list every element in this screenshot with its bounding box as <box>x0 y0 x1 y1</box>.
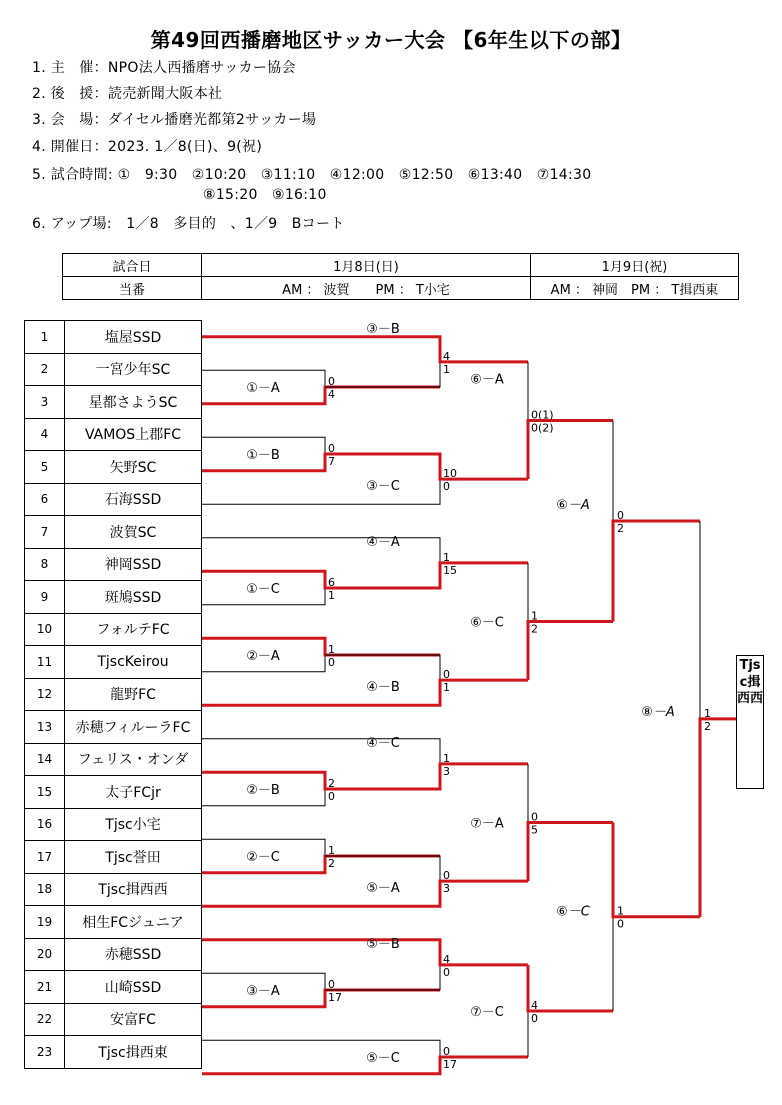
schedule-label-duty: 当番 <box>63 277 202 300</box>
team-number: 21 <box>25 971 65 1004</box>
team-name: 斑鳩SSD <box>65 581 202 614</box>
info-sponsor: 2. 後 援：読売新聞大阪本社 <box>32 86 223 102</box>
match-label: ①－C <box>246 582 280 597</box>
winner-path <box>202 571 440 588</box>
team-number: 6 <box>25 483 65 516</box>
team-name: 太子FCjr <box>65 776 202 809</box>
champion-box: Tjsc揖西西 <box>736 655 764 789</box>
score: 0 <box>617 509 624 522</box>
score: 0(1) <box>531 408 554 422</box>
winner-path <box>528 965 613 1011</box>
score: 0 <box>443 1045 450 1058</box>
team-number: 15 <box>25 776 65 809</box>
team-name: Tjsc揖西西 <box>65 873 202 906</box>
winner-path <box>700 719 736 917</box>
score: 0 <box>443 668 450 682</box>
bracket-line <box>325 362 440 387</box>
bracket-labels <box>246 322 711 1071</box>
bracket-line <box>325 965 440 990</box>
score: 4 <box>443 349 450 363</box>
score: 17 <box>443 1058 457 1071</box>
winner-path <box>202 856 440 873</box>
team-name: 相生FCジュニア <box>65 906 202 939</box>
team-name: 波賀SC <box>65 516 202 549</box>
winner-path <box>202 638 440 655</box>
info-match-times: 5. 試合時間: ① 9:30 ②10:20 ③11:10 ④12:00 ⑤12:50 ⑥13:40 ⑦14:30 <box>32 167 592 183</box>
winner-path <box>202 337 528 362</box>
winner-path <box>202 990 440 1007</box>
schedule-label-date: 試合日 <box>63 254 202 277</box>
score: 6 <box>328 576 335 589</box>
score: 1 <box>328 643 335 656</box>
match-label: ⑦－A <box>470 816 504 832</box>
match-label: ②－C <box>246 850 280 865</box>
team-number: 14 <box>25 743 65 776</box>
score: 1 <box>617 904 624 918</box>
match-label: ⑥－A <box>556 498 590 513</box>
winner-path <box>202 454 440 471</box>
team-name: 神岡SSD <box>65 548 202 581</box>
team-name: 星都さようSC <box>65 386 202 419</box>
score: 0 <box>328 375 335 388</box>
team-number: 10 <box>25 613 65 646</box>
schedule-day2: 1月9日(祝) <box>531 254 739 277</box>
team-name: 赤穂フィルーラFC <box>65 711 202 744</box>
team-number: 20 <box>25 938 65 971</box>
winner-path <box>528 823 613 882</box>
score: 1 <box>443 751 450 765</box>
score: 0 <box>328 442 335 455</box>
team-number: 3 <box>25 386 65 419</box>
winner-path <box>202 387 440 404</box>
schedule-day1: 1月8日(日) <box>202 254 531 277</box>
match-label: ④－C <box>366 735 400 751</box>
team-name: Tjsc誉田 <box>65 841 202 874</box>
team-number: 7 <box>25 516 65 549</box>
team-number: 19 <box>25 906 65 939</box>
match-label: ⑤－B <box>366 936 400 952</box>
winner-path <box>613 823 700 917</box>
score: 5 <box>531 823 538 837</box>
score: 2 <box>617 522 624 535</box>
score: 1 <box>443 550 450 564</box>
match-label: ③－A <box>246 984 280 999</box>
match-label: ③－B <box>366 321 400 337</box>
winner-path <box>325 563 528 588</box>
info-dates: 4. 開催日：2023. 1／8(日)、9(祝) <box>32 139 263 155</box>
score: 4 <box>531 998 538 1012</box>
winner-path <box>202 680 528 705</box>
match-label: ⑤－A <box>366 881 400 897</box>
match-label: ⑧－A <box>641 704 675 720</box>
score: 4 <box>328 388 335 401</box>
score: 3 <box>443 882 450 896</box>
winner-path <box>325 454 528 479</box>
score: 17 <box>328 991 342 1004</box>
info-organizer: 1. 主 催：NPO法人西播磨サッカー協会 <box>32 60 296 76</box>
info-warmup: 6. アップ場: 1／8 多目的 、1／9 Bコート <box>32 216 345 232</box>
score: 1 <box>328 844 335 857</box>
score: 1 <box>531 609 538 623</box>
score: 0 <box>531 1011 538 1025</box>
team-number: 2 <box>25 353 65 386</box>
winner-path <box>202 1057 528 1074</box>
score: 0 <box>443 480 450 494</box>
score: 1 <box>443 681 450 695</box>
score: 0 <box>328 656 335 669</box>
bracket-line <box>202 538 440 563</box>
team-number: 12 <box>25 678 65 711</box>
team-name: 山崎SSD <box>65 971 202 1004</box>
bracket-line <box>202 1040 440 1057</box>
match-label: ⑥－C <box>556 904 590 920</box>
team-name: TjscKeirou <box>65 646 202 679</box>
match-label: ⑦－C <box>470 1004 504 1020</box>
team-name: 赤穂SSD <box>65 938 202 971</box>
team-name: 龍野FC <box>65 678 202 711</box>
score: 1 <box>328 589 335 602</box>
score: 3 <box>443 764 450 778</box>
match-label: ⑤－C <box>366 1051 400 1066</box>
team-number: 8 <box>25 548 65 581</box>
score: 0 <box>531 810 538 824</box>
team-number: 17 <box>25 841 65 874</box>
winner-path <box>202 772 440 789</box>
score: 0 <box>328 790 335 803</box>
team-number: 18 <box>25 873 65 906</box>
info-venue: 3. 会 場：ダイセル播磨光都第2サッカー場 <box>32 112 317 128</box>
score: 2 <box>328 777 335 790</box>
winner-path <box>202 940 528 965</box>
team-name: 一宮少年SC <box>65 353 202 386</box>
team-name: 塩屋SSD <box>65 321 202 354</box>
winner-path <box>528 622 613 681</box>
score: 1 <box>704 706 711 720</box>
team-number: 5 <box>25 451 65 484</box>
score: 0(2) <box>531 421 554 435</box>
score: 1 <box>443 362 450 376</box>
match-label: ①－A <box>246 381 280 396</box>
match-label: ①－B <box>246 448 280 463</box>
score: 15 <box>443 563 457 577</box>
score: 10 <box>443 467 457 481</box>
match-label: ④－A <box>366 534 400 550</box>
score: 0 <box>328 978 335 991</box>
team-name: 安富FC <box>65 1003 202 1036</box>
info-match-times-cont: ⑧15:20 ⑨16:10 <box>203 187 327 203</box>
team-name: Tjsc揖西東 <box>65 1036 202 1069</box>
bracket-line <box>202 479 440 504</box>
winner-path <box>202 881 528 906</box>
winner-path <box>613 521 700 622</box>
team-name: 石海SSD <box>65 483 202 516</box>
team-number: 11 <box>25 646 65 679</box>
score: 4 <box>443 952 450 966</box>
winner-path <box>325 764 528 789</box>
team-number: 16 <box>25 808 65 841</box>
team-number: 22 <box>25 1003 65 1036</box>
schedule-duty1: AM ： 波賀 PM ： T小宅 <box>202 277 531 300</box>
bracket-line <box>325 655 440 680</box>
bracket-line <box>202 739 440 764</box>
score: 2 <box>704 719 711 733</box>
score: 0 <box>443 869 450 883</box>
score: 0 <box>617 917 624 931</box>
score: 7 <box>328 455 335 468</box>
score: 2 <box>328 857 335 870</box>
score: 2 <box>531 622 538 636</box>
match-label: ⑥－C <box>470 615 504 631</box>
schedule-duty2: AM ： 神岡 PM ： T揖西東 <box>531 277 739 300</box>
team-number: 13 <box>25 711 65 744</box>
team-number: 1 <box>25 321 65 354</box>
team-number: 9 <box>25 581 65 614</box>
team-name: 矢野SC <box>65 451 202 484</box>
team-name: フォルテFC <box>65 613 202 646</box>
match-label: ④－B <box>366 680 400 696</box>
bracket-line <box>325 856 440 881</box>
team-name: Tjsc小宅 <box>65 808 202 841</box>
match-label: ③－C <box>366 479 400 495</box>
match-label: ②－A <box>246 649 280 664</box>
match-label: ②－B <box>246 783 280 798</box>
team-number: 23 <box>25 1036 65 1069</box>
match-label: ⑥－A <box>470 372 504 388</box>
score: 0 <box>443 965 450 979</box>
page-title: 第49回西播磨地区サッカー大会 【6年生以下の部】 <box>150 28 632 52</box>
team-name: VAMOS上郡FC <box>65 418 202 451</box>
team-number: 4 <box>25 418 65 451</box>
team-name: フェリス・オンダ <box>65 743 202 776</box>
